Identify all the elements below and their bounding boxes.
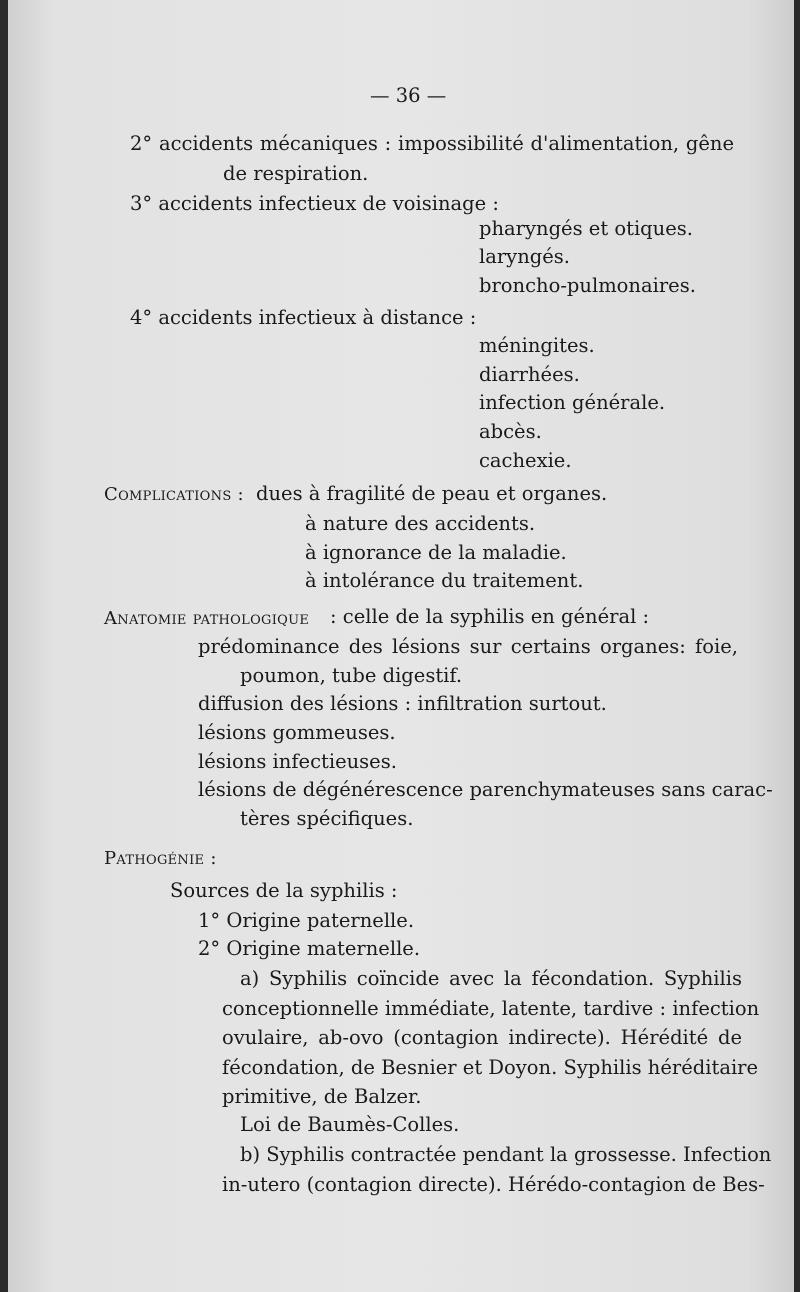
anatomie-text: lésions infectieuses.	[198, 750, 397, 773]
distant-infectious-item: cachexie.	[479, 449, 572, 472]
local-infectious-item: broncho-pulmonaires.	[479, 274, 696, 297]
pathogenie-text: 2° Origine maternelle.	[198, 937, 421, 960]
complications-item: dues à fragilité de peau et organes.	[256, 482, 608, 505]
pathogenie-text: Sources de la syphilis :	[170, 879, 398, 902]
distant-infectious-item: diarrhées.	[479, 363, 580, 386]
anatomie-intro: : celle de la syphilis en général :	[330, 605, 650, 628]
pathogenie-text: fécondation, de Besnier et Doyon. Syphilis héréditaire	[222, 1056, 759, 1079]
local-infectious-heading: 3° accidents infectieux de voisinage :	[130, 192, 499, 215]
anatomie-text: lésions de dégénérescence parenchymateuses sans carac-	[198, 778, 773, 801]
complications-item: à nature des accidents.	[305, 512, 536, 535]
mechanical-accidents-line-2: de respiration.	[223, 162, 369, 185]
complications-item: à ignorance de la maladie.	[305, 541, 567, 564]
local-infectious-item: pharyngés et otiques.	[479, 217, 693, 240]
document-page	[8, 0, 794, 1292]
complications-label: Complications :	[104, 484, 244, 505]
anatomie-text: tères spécifiques.	[240, 807, 414, 830]
pathogenie-text: 1° Origine paternelle.	[198, 909, 415, 932]
distant-infectious-heading: 4° accidents infectieux à distance :	[130, 306, 477, 329]
anatomie-text: prédominance des lésions sur certains organes: foie,	[198, 635, 738, 658]
anatomie-label: Anatomie pathologique	[104, 608, 310, 629]
pathogenie-text: b) Syphilis contractée pendant la grossesse. Infection	[240, 1143, 772, 1166]
local-infectious-item: laryngés.	[479, 245, 570, 268]
page-number: — 36 —	[370, 84, 447, 107]
pathogenie-text: primitive, de Balzer.	[222, 1085, 422, 1108]
pathogenie-label: Pathogénie :	[104, 848, 217, 869]
pathogenie-text: in-utero (contagion directe). Hérédo-contagion de Bes-	[222, 1173, 765, 1196]
distant-infectious-item: abcès.	[479, 420, 542, 443]
distant-infectious-item: infection générale.	[479, 391, 666, 414]
pathogenie-text: Loi de Baumès-Colles.	[240, 1113, 460, 1136]
anatomie-text: diffusion des lésions : infiltration surtout.	[198, 692, 607, 715]
mechanical-accidents-line-1: 2° accidents mécaniques : impossibilité d'alimentation, gêne	[130, 132, 734, 155]
pathogenie-text: a) Syphilis coïncide avec la fécondation. Syphilis	[240, 967, 742, 990]
pathogenie-text: ovulaire, ab-ovo (contagion indirecte). Hérédité de	[222, 1026, 742, 1049]
anatomie-text: poumon, tube digestif.	[240, 664, 463, 687]
anatomie-text: lésions gommeuses.	[198, 721, 396, 744]
distant-infectious-item: méningites.	[479, 334, 595, 357]
pathogenie-text: conceptionnelle immédiate, latente, tardive : infection	[222, 997, 760, 1020]
complications-item: à intolérance du traitement.	[305, 569, 584, 592]
